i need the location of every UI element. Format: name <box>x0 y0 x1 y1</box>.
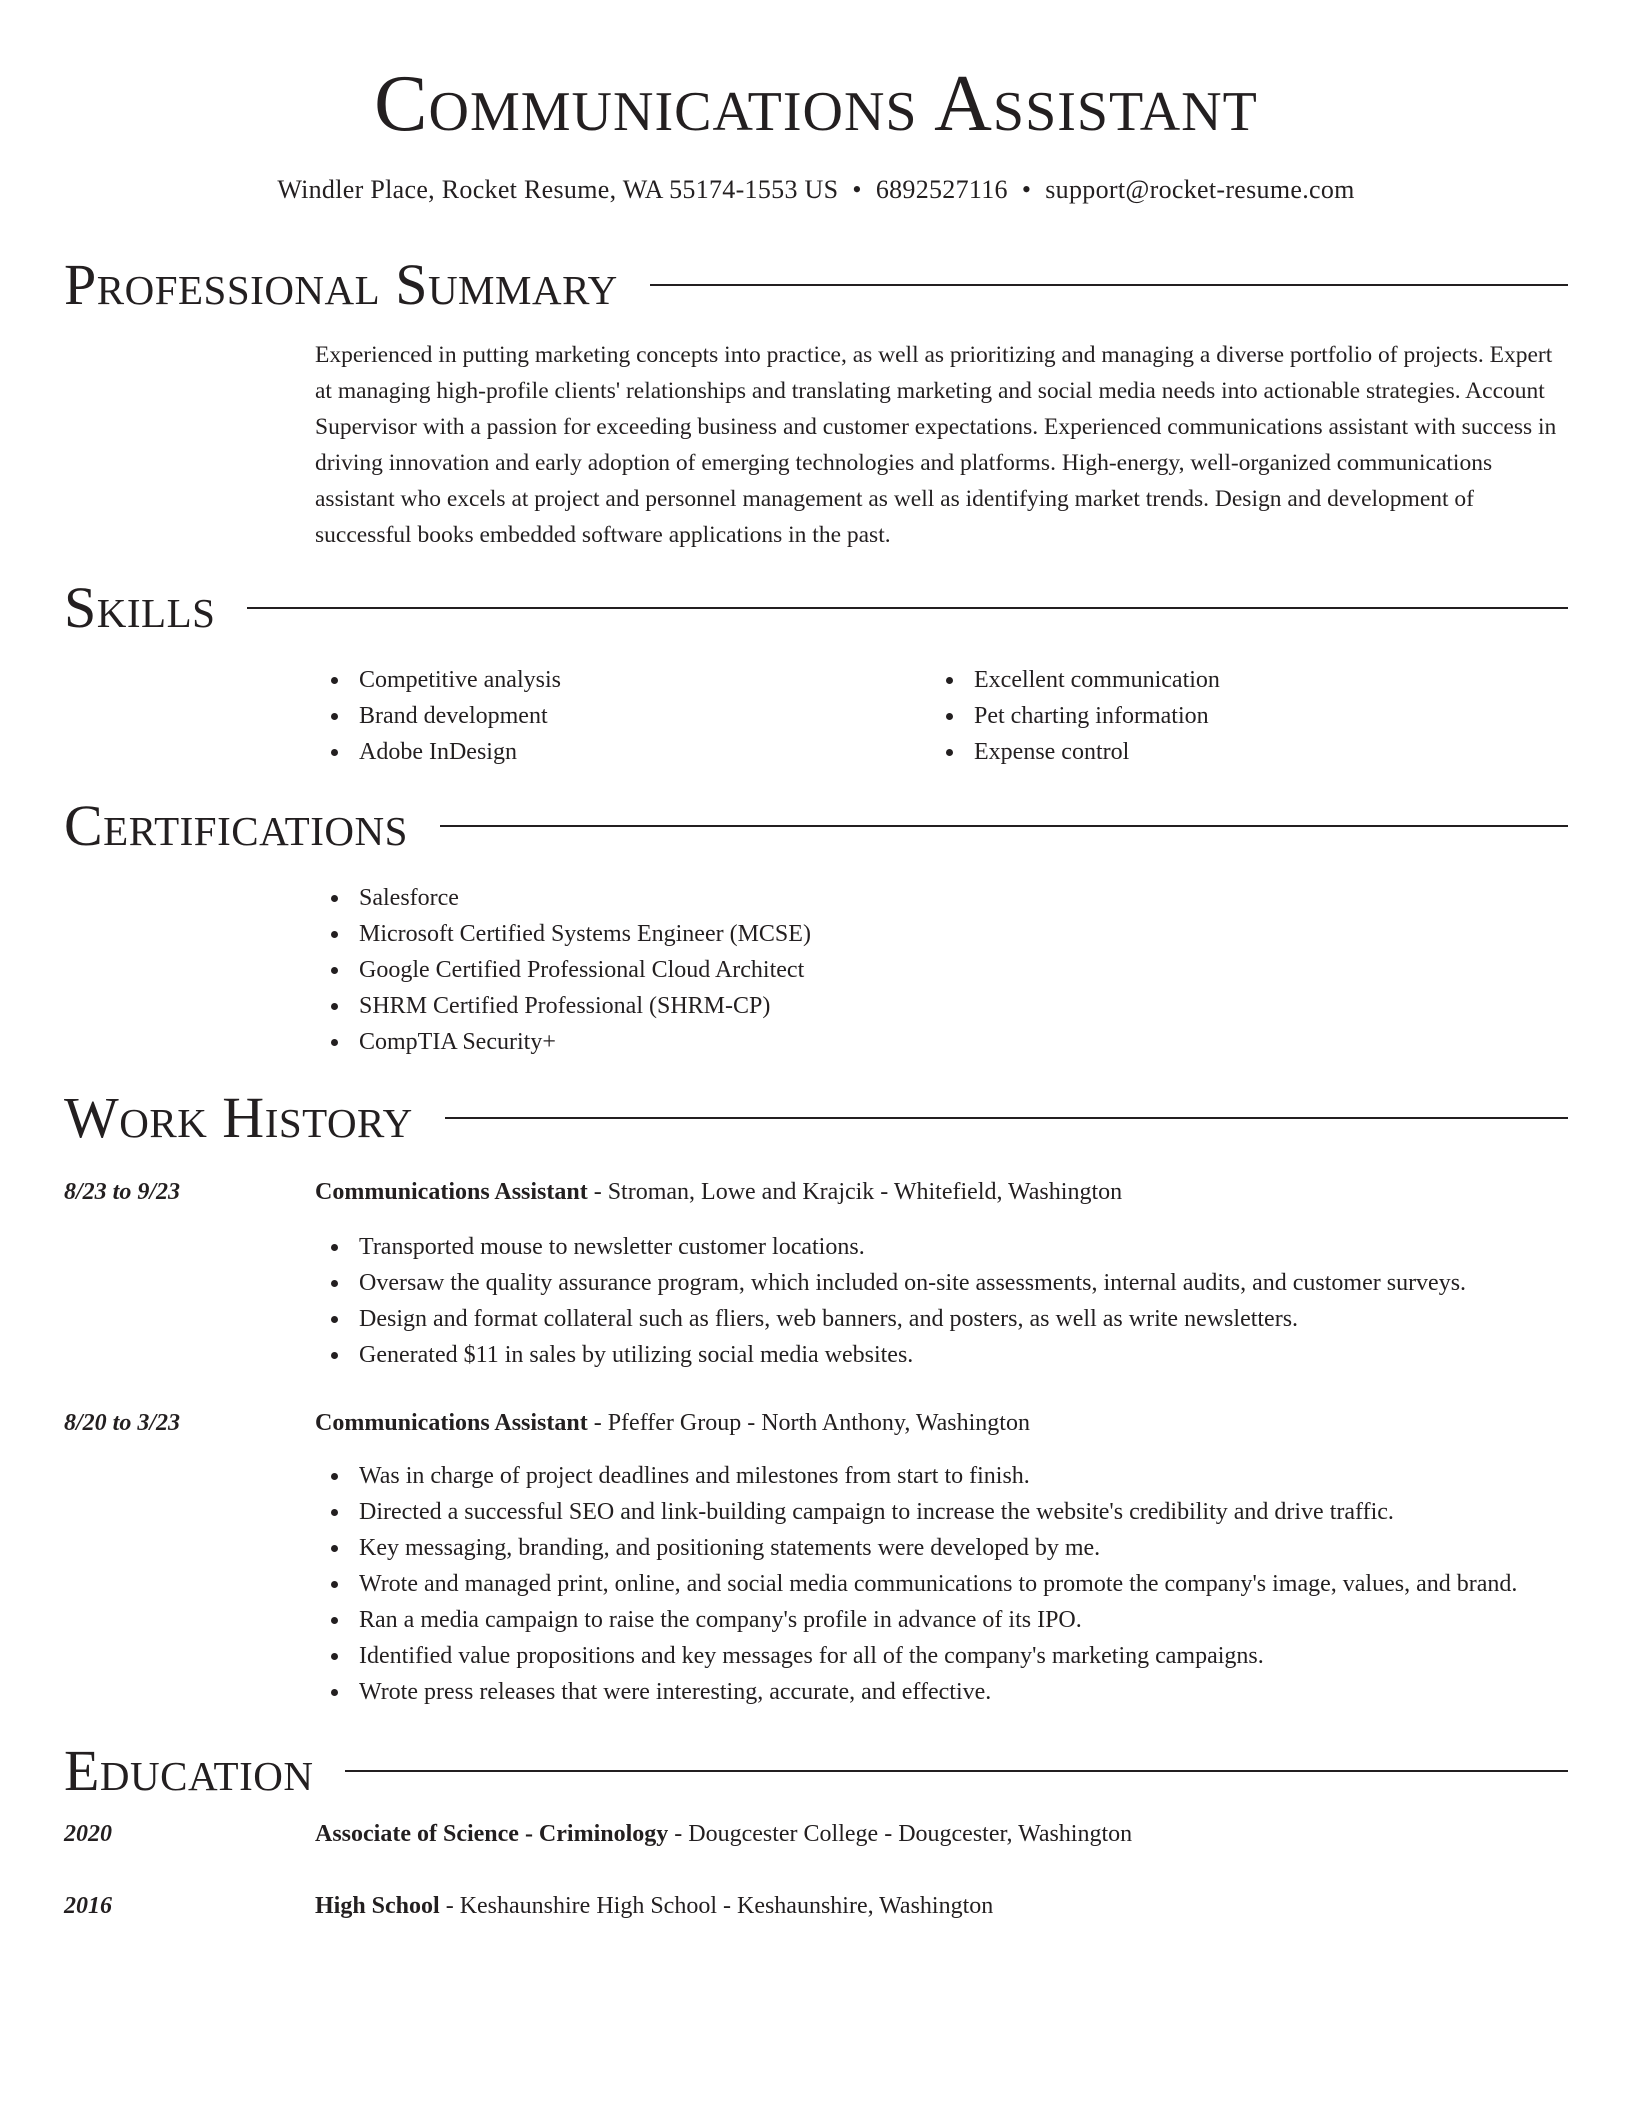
section-divider <box>445 1117 1568 1119</box>
contact-line <box>64 172 1568 208</box>
job-bullet: Generated $11 in sales by utilizing social media websites. <box>315 1337 1466 1373</box>
section-title: Education <box>64 1738 314 1803</box>
job-header <box>315 1405 1030 1441</box>
certification-item: SHRM Certified Professional (SHRM-CP) <box>315 988 811 1024</box>
job-title: Communications Assistant <box>315 1179 588 1205</box>
contact-phone: 6892527116 <box>875 175 1008 204</box>
skill-item: Pet charting information <box>930 698 1220 734</box>
section-divider <box>440 825 1568 827</box>
section-title: Professional Summary <box>64 252 618 317</box>
contact-address: Windler Place, Rocket Resume, WA 55174-1553 US <box>277 175 839 204</box>
education-year: 2020 <box>64 1821 112 1847</box>
job-bullet: Wrote press releases that were interesting, accurate, and effective. <box>315 1674 1517 1710</box>
education-degree: Associate of Science - Criminology <box>315 1821 669 1847</box>
education-year: 2016 <box>64 1893 112 1919</box>
skill-item: Competitive analysis <box>315 662 561 698</box>
education-details: - Keshaunshire High School - Keshaunshire, Washington <box>439 1893 994 1919</box>
job-bullet: Identified value propositions and key messages for all of the company's marketing campaigns. <box>315 1638 1517 1674</box>
section-divider <box>345 1770 1568 1772</box>
section-divider <box>650 284 1568 286</box>
section-title: Skills <box>64 575 216 640</box>
education-header <box>315 1888 993 1924</box>
job-bullet: Oversaw the quality assurance program, which included on-site assessments, internal audits, and customer surveys. <box>315 1265 1466 1301</box>
job-bullet: Wrote and managed print, online, and social media communications to promote the company's image, values, and brand. <box>315 1566 1517 1602</box>
section-header-certifications <box>64 791 1568 861</box>
skills-list-left <box>315 662 561 770</box>
skill-item: Brand development <box>315 698 561 734</box>
certification-item: Salesforce <box>315 880 811 916</box>
section-header-education <box>64 1736 1568 1806</box>
job-header <box>315 1174 1122 1210</box>
separator-dot: • <box>852 175 862 204</box>
job-bullet: Design and format collateral such as fliers, web banners, and posters, as well as write newsletters. <box>315 1301 1466 1337</box>
section-title: Work History <box>64 1085 413 1150</box>
education-degree: High School <box>315 1893 440 1919</box>
job-bullet: Key messaging, branding, and positioning statements were developed by me. <box>315 1530 1517 1566</box>
job-bullet: Directed a successful SEO and link-building campaign to increase the website's credibility and drive traffic. <box>315 1494 1517 1530</box>
job-details: - Stroman, Lowe and Krajcik - Whitefield, Washington <box>587 1179 1123 1205</box>
education-details: - Dougcester College - Dougcester, Washington <box>668 1821 1133 1847</box>
contact-email: support@rocket-resume.com <box>1045 175 1355 204</box>
certification-item: CompTIA Security+ <box>315 1024 811 1060</box>
separator-dot: • <box>1021 175 1032 204</box>
skill-item: Excellent communication <box>930 662 1220 698</box>
job-dates: 8/23 to 9/23 <box>64 1179 181 1205</box>
skill-item: Adobe InDesign <box>315 734 561 770</box>
section-header-summary <box>64 250 1568 320</box>
section-header-work-history <box>64 1083 1568 1153</box>
job-bullets <box>315 1458 1517 1710</box>
job-bullet: Was in charge of project deadlines and milestones from start to finish. <box>315 1458 1517 1494</box>
skills-list-right <box>930 662 1220 770</box>
certification-item: Google Certified Professional Cloud Architect <box>315 952 811 988</box>
certifications-list <box>315 880 811 1060</box>
section-title: Certifications <box>64 793 408 858</box>
section-divider <box>247 607 1568 609</box>
education-header <box>315 1816 1132 1852</box>
job-bullet: Ran a media campaign to raise the company's profile in advance of its IPO. <box>315 1602 1517 1638</box>
skill-item: Expense control <box>930 734 1220 770</box>
job-bullets <box>315 1229 1466 1373</box>
resume-title: Communications Assistant <box>374 60 1258 148</box>
job-details: - Pfeffer Group - North Anthony, Washington <box>587 1410 1030 1436</box>
summary-text: Experienced in putting marketing concepts into practice, as well as prioritizing and managing a diverse portfolio of projects. Expert at managing high-profile clients' relationships and translating marketing and social media needs into actionable strategies. Account Supervisor with a passion for exceeding business and customer expectations. Experienced communications assistant with success in driving innovation and early adoption of emerging technologies and platforms. High-energy, well-organized communications assistant who excels at project and personnel management as well as identifying market trends. Design and development of successful books embedded software applications in the past. <box>315 342 1557 548</box>
job-dates: 8/20 to 3/23 <box>64 1410 181 1436</box>
certification-item: Microsoft Certified Systems Engineer (MCSE) <box>315 916 811 952</box>
job-bullet: Transported mouse to newsletter customer locations. <box>315 1229 1466 1265</box>
section-header-skills <box>64 573 1568 643</box>
job-title: Communications Assistant <box>315 1410 588 1436</box>
